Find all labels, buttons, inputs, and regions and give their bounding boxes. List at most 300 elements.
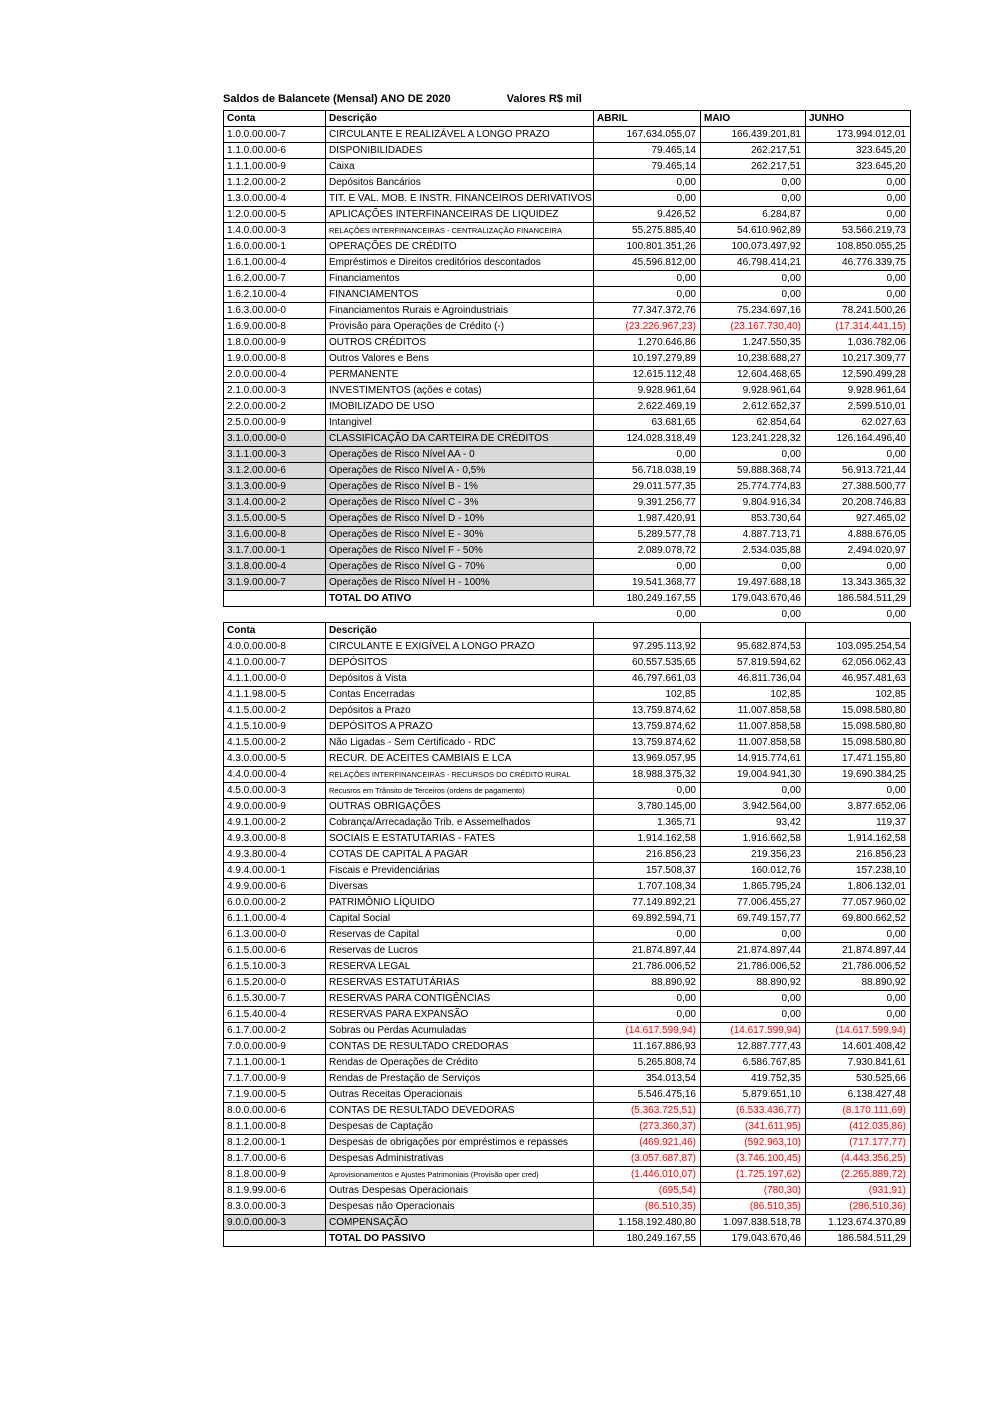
value-cell: 62.056.062,43 [806,655,911,671]
value-cell: 853.730,64 [701,511,806,527]
value-cell: 60.557.535,65 [594,655,701,671]
value-cell: 0,00 [594,559,701,575]
value-cell: (469.921,46) [594,1135,701,1151]
description-cell: COTAS DE CAPITAL A PAGAR [326,847,594,863]
table-row [224,399,911,415]
conta-cell: 1.2.0.00.00-5 [224,207,326,223]
value-cell: 0,00 [594,175,701,191]
table-row [224,207,911,223]
table-row [224,943,911,959]
description-cell: Depósitos Bancários [326,175,594,191]
value-cell: (273.360,37) [594,1119,701,1135]
value-cell: 21.874.897,44 [594,943,701,959]
column-header-month-empty [594,623,701,639]
conta-cell [224,591,326,607]
value-cell: 179.043.670,46 [701,1231,806,1247]
table-passivo-header-row [224,623,911,639]
value-cell: 9.928.961,64 [701,383,806,399]
value-cell: 0,00 [806,1007,911,1023]
description-cell: Empréstimos e Direitos creditórios descontados [326,255,594,271]
value-cell: 13.343.365,32 [806,575,911,591]
description-cell: Operações de Risco Nível G - 70% [326,559,594,575]
description-cell: Reservas de Lucros [326,943,594,959]
value-cell: 173.994.012,01 [806,127,911,143]
value-cell: 14.915.774,61 [701,751,806,767]
report-values-unit: Valores R$ mil [506,93,582,105]
table-row [224,671,911,687]
value-cell: 6.138.427,48 [806,1087,911,1103]
table-row [224,847,911,863]
value-cell: 19.497.688,18 [701,575,806,591]
table-row [224,559,911,575]
conta-cell: 1.6.3.00.00-0 [224,303,326,319]
value-cell: 100.073.497,92 [701,239,806,255]
conta-cell: 6.1.5.40.00-4 [224,1007,326,1023]
conta-cell: 1.0.0.00.00-7 [224,127,326,143]
value-cell: 46.811.736,04 [701,671,806,687]
value-cell: 216.856,23 [594,847,701,863]
value-cell: 12.590.499,28 [806,367,911,383]
conta-cell: 3.1.4.00.00-2 [224,495,326,511]
value-cell: 354.013,54 [594,1071,701,1087]
value-cell: 93,42 [701,815,806,831]
value-cell: 46.798.414,21 [701,255,806,271]
value-cell: 0,00 [806,991,911,1007]
table-row [224,1007,911,1023]
conta-cell: 4.5.0.00.00-3 [224,783,326,799]
table-row [224,831,911,847]
value-cell: 69.892.594,71 [594,911,701,927]
value-cell: 219.356,23 [701,847,806,863]
value-cell: 1.036.782,06 [806,335,911,351]
description-cell: Recusros em Trânsito de Terceiros (ordens de pagamento) [326,783,594,799]
table-row [224,815,911,831]
value-cell: (3.746.100,45) [701,1151,806,1167]
value-cell: (86.510,35) [594,1199,701,1215]
conta-cell: 8.1.1.00.00-8 [224,1119,326,1135]
table-row [224,991,911,1007]
table-row [224,1167,911,1183]
value-cell: 21.874.897,44 [701,943,806,959]
value-cell: 0,00 [594,927,701,943]
value-cell: (780,30) [701,1183,806,1199]
table-row [224,1071,911,1087]
value-cell: 63.681,65 [594,415,701,431]
description-cell: OUTROS CRÉDITOS [326,335,594,351]
conta-cell: 3.1.8.00.00-4 [224,559,326,575]
value-cell: 102,85 [594,687,701,703]
value-cell: 20.208.746,83 [806,495,911,511]
table-row [224,1151,911,1167]
table-row [224,591,911,607]
zero-check-abril: 0,00 [676,609,696,620]
value-cell: 11.007.858,58 [701,703,806,719]
value-cell: 12.615.112,48 [594,367,701,383]
value-cell: 0,00 [701,447,806,463]
description-cell: Contas Encerradas [326,687,594,703]
value-cell: 46.957.481,63 [806,671,911,687]
conta-cell: 6.0.0.00.00-2 [224,895,326,911]
description-cell: DISPONIBILIDADES [326,143,594,159]
value-cell: 5.289.577,78 [594,527,701,543]
value-cell: 15.098.580,80 [806,719,911,735]
conta-cell: 4.9.4.00.00-1 [224,863,326,879]
description-cell: OUTRAS OBRIGAÇÕES [326,799,594,815]
conta-cell: 8.1.7.00.00-6 [224,1151,326,1167]
description-cell: RECUR. DE ACEITES CAMBIAIS E LCA [326,751,594,767]
description-cell: TIT. E VAL. MOB. E INSTR. FINANCEIROS DERIVATIVOS [326,191,594,207]
value-cell: 11.007.858,58 [701,719,806,735]
description-cell: Cobrança/Arrecadação Trib. e Assemelhados [326,815,594,831]
value-cell: 56.913.721,44 [806,463,911,479]
conta-cell: 3.1.1.00.00-3 [224,447,326,463]
value-cell: 13.759.874,62 [594,703,701,719]
conta-cell: 3.1.6.00.00-8 [224,527,326,543]
value-cell: 19.541.368,77 [594,575,701,591]
value-cell: 19.690.384,25 [806,767,911,783]
conta-cell: 8.1.8.00.00-9 [224,1167,326,1183]
conta-cell: 7.1.7.00.00-9 [224,1071,326,1087]
column-header-descricao: Descrição [326,623,594,639]
conta-cell: 1.6.1.00.00-4 [224,255,326,271]
table-row [224,639,911,655]
description-cell: Operações de Risco Nível F - 50% [326,543,594,559]
value-cell: 10.238.688,27 [701,351,806,367]
table-row [224,351,911,367]
conta-cell: 4.9.3.00.00-8 [224,831,326,847]
value-cell: 6.284,87 [701,207,806,223]
value-cell: 5.546.475,16 [594,1087,701,1103]
value-cell: 55.275.885,40 [594,223,701,239]
value-cell: 0,00 [806,927,911,943]
value-cell: 10.197.279,89 [594,351,701,367]
table-row [224,127,911,143]
table-row [224,719,911,735]
value-cell: (14.617.599,94) [701,1023,806,1039]
description-cell: Capital Social [326,911,594,927]
value-cell: 166.439.201,81 [701,127,806,143]
value-cell: 0,00 [701,175,806,191]
report-title-text: Saldos de Balancete (Mensal) ANO DE 2020 [223,93,451,105]
value-cell: 62.854,64 [701,415,806,431]
table-row [224,1103,911,1119]
value-cell: 0,00 [701,191,806,207]
table-row [224,927,911,943]
table-row [224,1199,911,1215]
table-row [224,527,911,543]
description-cell: PERMANENTE [326,367,594,383]
conta-cell: 8.1.2.00.00-1 [224,1135,326,1151]
value-cell: 0,00 [594,191,701,207]
value-cell: 21.786.006,52 [806,959,911,975]
value-cell: 2.612.652,37 [701,399,806,415]
description-cell: SOCIAIS E ESTATUTARIAS - FATES [326,831,594,847]
table-row [224,799,911,815]
report-title [223,92,912,106]
table-row [224,975,911,991]
value-cell: 927.465,02 [806,511,911,527]
value-cell: 5.879.651,10 [701,1087,806,1103]
conta-cell: 1.1.1.00.00-9 [224,159,326,175]
table-row [224,543,911,559]
value-cell: 1.270.646,86 [594,335,701,351]
value-cell: 62.027,63 [806,415,911,431]
conta-cell: 1.9.0.00.00-8 [224,351,326,367]
value-cell: 0,00 [701,991,806,1007]
value-cell: 1.707.108,34 [594,879,701,895]
conta-cell: 8.1.9.99.00-6 [224,1183,326,1199]
value-cell: 29.011.577,35 [594,479,701,495]
value-cell: 124.028.318,49 [594,431,701,447]
value-cell: 46.797.661,03 [594,671,701,687]
value-cell: 13.759.874,62 [594,719,701,735]
description-cell: Depósitos à Vista [326,671,594,687]
value-cell: 0,00 [806,191,911,207]
column-header-month-empty [806,623,911,639]
conta-cell: 1.6.2.10.00-4 [224,287,326,303]
value-cell: 78.241.500,26 [806,303,911,319]
value-cell: 419.752,35 [701,1071,806,1087]
conta-cell: 4.1.5.00.00-2 [224,735,326,751]
value-cell: 69.800.662,52 [806,911,911,927]
table-row [224,335,911,351]
conta-cell: 6.1.7.00.00-2 [224,1023,326,1039]
conta-cell: 2.5.0.00.00-9 [224,415,326,431]
table-row [224,447,911,463]
description-cell: DEPÓSITOS [326,655,594,671]
description-cell: RESERVAS PARA EXPANSÃO [326,1007,594,1023]
table-ativo [223,110,911,607]
conta-cell: 4.9.1.00.00-2 [224,815,326,831]
value-cell: 2.534.035,88 [701,543,806,559]
value-cell: 157.238,10 [806,863,911,879]
value-cell: 88.890,92 [806,975,911,991]
table-row [224,703,911,719]
value-cell: 53.566.219,73 [806,223,911,239]
value-cell: 11.007.858,58 [701,735,806,751]
table-row [224,239,911,255]
conta-cell: 6.1.1.00.00-4 [224,911,326,927]
value-cell: 9.928.961,64 [806,383,911,399]
value-cell: 1.158.192.480,80 [594,1215,701,1231]
table-row [224,383,911,399]
balance-sheet [223,92,912,1247]
value-cell: (717.177,77) [806,1135,911,1151]
description-cell: COMPENSAÇÃO [326,1215,594,1231]
column-header-maio: MAIO [701,111,806,127]
value-cell: 12.887.777,43 [701,1039,806,1055]
value-cell: 186.584.511,29 [806,591,911,607]
table-row [224,687,911,703]
value-cell: 262.217,51 [701,159,806,175]
table-row [224,1183,911,1199]
description-cell: Financiamentos [326,271,594,287]
value-cell: (1.446.010,07) [594,1167,701,1183]
value-cell: 1.865.795,24 [701,879,806,895]
description-cell: Outros Valores e Bens [326,351,594,367]
conta-cell: 4.1.5.10.00-9 [224,719,326,735]
description-cell: Despesas de obrigações por empréstimos e repasses [326,1135,594,1151]
value-cell: 79.465,14 [594,143,701,159]
value-cell: 2.494.020,97 [806,543,911,559]
value-cell: 179.043.670,46 [701,591,806,607]
value-cell: 77.347.372,76 [594,303,701,319]
conta-cell: 1.6.9.00.00-8 [224,319,326,335]
conta-cell [224,1231,326,1247]
table-row [224,287,911,303]
description-cell: RESERVAS ESTATUTÁRIAS [326,975,594,991]
description-cell: FINANCIAMENTOS [326,287,594,303]
value-cell: 1.365,71 [594,815,701,831]
description-cell: IMOBILIZADO DE USO [326,399,594,415]
conta-cell: 1.8.0.00.00-9 [224,335,326,351]
value-cell: 0,00 [701,271,806,287]
value-cell: (3.057.687,87) [594,1151,701,1167]
description-cell: Operações de Risco Nível AA - 0 [326,447,594,463]
table-row [224,367,911,383]
value-cell: 0,00 [594,783,701,799]
table-row [224,1135,911,1151]
value-cell: (14.617.599,94) [594,1023,701,1039]
table-row [224,255,911,271]
value-cell: 21.786.006,52 [594,959,701,975]
value-cell: 5.265.808,74 [594,1055,701,1071]
table-row [224,495,911,511]
value-cell: 1.914.162,58 [806,831,911,847]
table-row [224,1119,911,1135]
value-cell: 123.241.228,32 [701,431,806,447]
description-cell: CIRCULANTE E REALIZÁVEL A LONGO PRAZO [326,127,594,143]
description-cell: Operações de Risco Nível D - 10% [326,511,594,527]
value-cell: 262.217,51 [701,143,806,159]
table-ativo-header-row [224,111,911,127]
conta-cell: 3.1.2.00.00-6 [224,463,326,479]
value-cell: 1.123.674.370,89 [806,1215,911,1231]
value-cell: 119,37 [806,815,911,831]
table-row [224,303,911,319]
conta-cell: 6.1.5.30.00-7 [224,991,326,1007]
description-cell: RELAÇÕES INTERFINANCEIRAS - CENTRALIZAÇÃO FINANCEIRA [326,223,594,239]
table-row [224,191,911,207]
table-row [224,879,911,895]
description-cell: Reservas de Capital [326,927,594,943]
table-row [224,911,911,927]
value-cell: 15.098.580,80 [806,735,911,751]
value-cell: 57.819.594,62 [701,655,806,671]
description-cell: TOTAL DO ATIVO [326,591,594,607]
description-cell: INVESTIMENTOS (ações e cotas) [326,383,594,399]
value-cell: 160.012,76 [701,863,806,879]
between-tables-row [223,607,910,622]
value-cell: 9.391.256,77 [594,495,701,511]
description-cell: RESERVA LEGAL [326,959,594,975]
description-cell: CIRCULANTE E EXIGÍVEL A LONGO PRAZO [326,639,594,655]
value-cell: (8.170.111,69) [806,1103,911,1119]
table-row [224,751,911,767]
description-cell: Sobras ou Perdas Acumuladas [326,1023,594,1039]
description-cell: PATRIMÔNIO LÍQUIDO [326,895,594,911]
value-cell: 17.471.155,80 [806,751,911,767]
value-cell: 69.749.157,77 [701,911,806,927]
conta-cell: 7.1.9.00.00-5 [224,1087,326,1103]
table-row [224,143,911,159]
value-cell: 95.682.874,53 [701,639,806,655]
value-cell: 77.057.960,02 [806,895,911,911]
value-cell: 0,00 [806,175,911,191]
value-cell: 2.599.510,01 [806,399,911,415]
value-cell: 77.006.455,27 [701,895,806,911]
value-cell: 25.774.774,83 [701,479,806,495]
table-row [224,479,911,495]
table-row [224,1087,911,1103]
value-cell: 6.586.767,85 [701,1055,806,1071]
value-cell: 9.804.916,34 [701,495,806,511]
conta-cell: 7.1.1.00.00-1 [224,1055,326,1071]
column-header-month-empty [701,623,806,639]
description-cell: CONTAS DE RESULTADO DEVEDORAS [326,1103,594,1119]
description-cell: Rendas de Prestação de Serviços [326,1071,594,1087]
conta-cell: 1.6.0.00.00-1 [224,239,326,255]
conta-cell: 1.3.0.00.00-4 [224,191,326,207]
value-cell: 0,00 [701,287,806,303]
value-cell: 21.874.897,44 [806,943,911,959]
value-cell: 126.164.496,40 [806,431,911,447]
value-cell: 45.596.812,00 [594,255,701,271]
value-cell: 0,00 [594,287,701,303]
description-cell: Rendas de Operações de Crédito [326,1055,594,1071]
description-cell: Caixa [326,159,594,175]
conta-cell: 4.0.0.00.00-8 [224,639,326,655]
value-cell: 9.928.961,64 [594,383,701,399]
description-cell: Intangivel [326,415,594,431]
conta-cell: 4.9.3.80.00-4 [224,847,326,863]
value-cell: 9.426,52 [594,207,701,223]
conta-cell: 6.1.5.10.00-3 [224,959,326,975]
column-header-junho: JUNHO [806,111,911,127]
table-row [224,175,911,191]
value-cell: 1.247.550,35 [701,335,806,351]
value-cell: 0,00 [806,447,911,463]
value-cell: 13.759.874,62 [594,735,701,751]
description-cell: Fiscais e Previdenciárias [326,863,594,879]
description-cell: Operações de Risco Nível B - 1% [326,479,594,495]
table-row [224,223,911,239]
value-cell: (4.443.356,25) [806,1151,911,1167]
table-row [224,511,911,527]
value-cell: 0,00 [806,207,911,223]
zero-check-row [223,607,910,622]
column-header-abril: ABRIL [594,111,701,127]
value-cell: 216.856,23 [806,847,911,863]
value-cell: 54.610.962,89 [701,223,806,239]
value-cell: (286.510,36) [806,1199,911,1215]
conta-cell: 4.4.0.00.00-4 [224,767,326,783]
table-row [224,575,911,591]
value-cell: 180.249.167,55 [594,1231,701,1247]
conta-cell: 1.1.0.00.00-6 [224,143,326,159]
value-cell: (5.363.725,51) [594,1103,701,1119]
table-row [224,767,911,783]
value-cell: 59.888.368,74 [701,463,806,479]
value-cell: 108.850.055,25 [806,239,911,255]
description-cell: OPERAÇÕES DE CRÉDITO [326,239,594,255]
value-cell: 180.249.167,55 [594,591,701,607]
empty-cell [223,607,325,622]
column-header-conta: Conta [224,623,326,639]
value-cell: 11.167.886,93 [594,1039,701,1055]
description-cell: Provisão para Operações de Crédito (-) [326,319,594,335]
table-row [224,1231,911,1247]
